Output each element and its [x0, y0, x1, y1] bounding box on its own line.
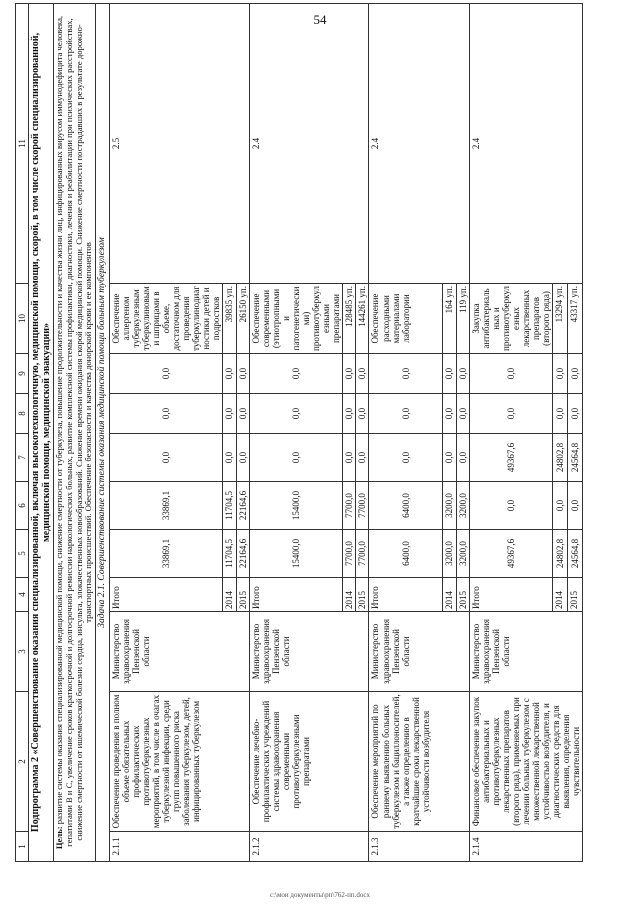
- year-c9: 0,0: [356, 354, 369, 394]
- year-c7: 24564,8: [568, 434, 583, 482]
- year-c7: 0,0: [456, 434, 469, 482]
- year-c5: 11704,5: [223, 530, 236, 578]
- reference-code: 2.4: [369, 4, 469, 284]
- year-c7: 0,0: [356, 434, 369, 482]
- year: 2015: [568, 578, 583, 612]
- col-num: 9: [16, 354, 29, 394]
- reference-code: 2.4: [249, 4, 369, 284]
- year-c6: 7700,0: [343, 482, 356, 530]
- goal-cell: [54, 4, 96, 862]
- year-c8: 0,0: [443, 394, 456, 434]
- total-c8: 0,0: [109, 394, 223, 434]
- total-label: Итого: [369, 578, 443, 612]
- table-row: [369, 4, 443, 862]
- indicator: Обеспечение аллергеном туберкулезным туберкулиновыми шприцами в объеме, достаточном для проведения туберкулинодиагностики детей и подростков: [109, 284, 223, 354]
- executor: Министерство здравоохранения Пензенской области: [109, 612, 249, 692]
- year-c6: 3200,0: [456, 482, 469, 530]
- total-c5: 49367,6: [469, 530, 553, 578]
- indicator-value: 39835 уп.: [223, 284, 236, 354]
- year-c8: 0,0: [456, 394, 469, 434]
- table-row: [249, 4, 343, 862]
- year-c9: 0,0: [443, 354, 456, 394]
- year-c5: 24802,8: [553, 530, 568, 578]
- measure-name: Финансовое обеспечение закупок антибактериальных и противотуберкулезных лекарственных препаратов (второго ряда), применяемых при лечении больных туберкулезом с множественной лекарственной устойчивостью возбудителя, и диагностических средств для выявления, определения чувствительности: [469, 692, 583, 832]
- goal-text: развитие системы оказания специализированной медицинской помощи, снижение смертности от туберкулеза, повышение продолжительности и качества жизни лиц, инфицированных вирусом иммунодефицита человека, гепатитами B и C, увеличение сроков краткосрочной и долгосрочной ремиссии наркологических больных, развитие комплексной системы профилактики, диагностики, лечения и реабилитации при психических расстройствах, снижение смертности от ишемической болезни сердца, инсульта, злокачественных новообразований. Снижение времени ожидания скорой медицинской помощи. Снижение смертности пострадавших в результате дорожно-транспортных происшествий. Обеспечение безопасности и качества донорской крови и ее компонентов: [54, 15, 94, 847]
- total-c6: 15400,0: [249, 482, 343, 530]
- measure-name: Обеспечение мероприятий по раннему выявлению больных туберкулезом и бациллоносителей, а также определению в кратчайшие сроки лекарственной устойчивости возбудителя: [369, 692, 469, 832]
- total-label: Итого: [469, 578, 553, 612]
- indicator: Закупка антибактериальных и противотуберкулезных лекарственных препаратов (второго ряда): [469, 284, 553, 354]
- indicator: Обеспечение расходными материалами лаборатории: [369, 284, 443, 354]
- total-c9: 0,0: [469, 354, 553, 394]
- rotated-table-container: [15, 15, 625, 862]
- total-c8: 0,0: [469, 394, 553, 434]
- year-c6: 11704,5: [223, 482, 236, 530]
- row-number: 2.1.1: [109, 832, 249, 862]
- total-c6: 0,0: [469, 482, 553, 530]
- table-row: [109, 4, 223, 862]
- total-c7: 0,0: [109, 434, 223, 482]
- total-c5: 15400,0: [249, 530, 343, 578]
- col-num: 6: [16, 482, 29, 530]
- total-c9: 0,0: [109, 354, 223, 394]
- year-c5: 3200,0: [456, 530, 469, 578]
- col-num: 11: [16, 4, 29, 284]
- year-c8: 0,0: [568, 394, 583, 434]
- year-c9: 0,0: [223, 354, 236, 394]
- year: 2014: [443, 578, 456, 612]
- total-c6: 6400,0: [369, 482, 443, 530]
- executor: Министерство здравоохранения Пензенской области: [249, 612, 369, 692]
- year-c6: 22164,6: [236, 482, 249, 530]
- year-c5: 3200,0: [443, 530, 456, 578]
- indicator-value: 119 уп.: [456, 284, 469, 354]
- executor: Министерство здравоохранения Пензенской области: [369, 612, 469, 692]
- year: 2015: [356, 578, 369, 612]
- year-c7: 24802,8: [553, 434, 568, 482]
- total-c7: 0,0: [369, 434, 443, 482]
- year-c6: 0,0: [553, 482, 568, 530]
- total-c6: 33869,1: [109, 482, 223, 530]
- measure-name: Обеспечение лечебно-профилактических учреждений системы здравоохранения современными противотуберкулезными препаратами: [249, 692, 369, 832]
- year-c7: 0,0: [236, 434, 249, 482]
- year: 2015: [236, 578, 249, 612]
- year: 2014: [553, 578, 568, 612]
- reference-code: 2.4: [469, 4, 583, 284]
- year-c8: 0,0: [343, 394, 356, 434]
- program-table: [15, 3, 583, 862]
- year-c9: 0,0: [236, 354, 249, 394]
- indicator-value: 164 уп.: [443, 284, 456, 354]
- year-c5: 24564,8: [568, 530, 583, 578]
- measure-name: Обеспечение проведения в полном объеме обязательных профилактических противотуберкулезных мероприятий, в том числе в очагах туберкулезной инфекции, среди групп повышенного риска заболевания туберкулезом, детей, инфицированных туберкулезом: [109, 692, 249, 832]
- total-c9: 0,0: [249, 354, 343, 394]
- year-c6: 7700,0: [356, 482, 369, 530]
- executor: Министерство здравоохранения Пензенской области: [469, 612, 583, 692]
- column-number-row: [16, 4, 29, 862]
- year: 2014: [223, 578, 236, 612]
- year-c7: 0,0: [443, 434, 456, 482]
- col-num: 3: [16, 612, 29, 692]
- year: 2014: [343, 578, 356, 612]
- total-label: Итого: [249, 578, 343, 612]
- year-c6: 3200,0: [443, 482, 456, 530]
- indicator: Обеспечение современными (этиотропными и патогенетическими) противотуберкулезными препаратами: [249, 284, 343, 354]
- year-c9: 0,0: [553, 354, 568, 394]
- year-c7: 0,0: [343, 434, 356, 482]
- col-num: 10: [16, 284, 29, 354]
- file-path-footer: c:\мои документы\рп\762-пп.docx: [269, 891, 371, 899]
- year-c8: 0,0: [236, 394, 249, 434]
- row-number: 2.1.4: [469, 832, 583, 862]
- col-num: 1: [16, 832, 29, 862]
- year-c5: 7700,0: [356, 530, 369, 578]
- indicator-value: 128485 уп.: [343, 284, 356, 354]
- total-c8: 0,0: [249, 394, 343, 434]
- total-c5: 6400,0: [369, 530, 443, 578]
- table-row: [469, 4, 553, 862]
- reference-code: 2.5: [109, 4, 249, 284]
- year-c5: 22164,6: [236, 530, 249, 578]
- indicator-value: 13294 уп.: [553, 284, 568, 354]
- col-num: 4: [16, 578, 29, 612]
- total-label: Итого: [109, 578, 223, 612]
- page-number: 54: [313, 12, 327, 27]
- year-c6: 0,0: [568, 482, 583, 530]
- year-c7: 0,0: [223, 434, 236, 482]
- subprogram-title: Подпрограмма 2 «Совершенствование оказания специализированной, включая высокотехнологичную, медицинской помощи, скорой, в том числе скорой специализированной, медицинской помощи, медицинской эвакуации»: [29, 4, 54, 862]
- total-c7: 0,0: [249, 434, 343, 482]
- year-c8: 0,0: [356, 394, 369, 434]
- year-c9: 0,0: [568, 354, 583, 394]
- indicator-value: 144261 уп.: [356, 284, 369, 354]
- col-num: 2: [16, 692, 29, 832]
- year-c9: 0,0: [343, 354, 356, 394]
- col-num: 5: [16, 530, 29, 578]
- row-number: 2.1.2: [249, 832, 369, 862]
- indicator-value: 26150 уп.: [236, 284, 249, 354]
- total-c7: 49367,6: [469, 434, 553, 482]
- total-c5: 33869,1: [109, 530, 223, 578]
- goal-label: Цель:: [54, 826, 65, 850]
- total-c9: 0,0: [369, 354, 443, 394]
- year-c9: 0,0: [456, 354, 469, 394]
- row-number: 2.1.3: [369, 832, 469, 862]
- col-num: 8: [16, 394, 29, 434]
- total-c8: 0,0: [369, 394, 443, 434]
- task-title: Задача 2.1. Совершенствование системы оказания медицинской помощи больным туберкулезом: [95, 4, 109, 862]
- year-c8: 0,0: [553, 394, 568, 434]
- year-c8: 0,0: [223, 394, 236, 434]
- indicator-value: 43317 уп.: [568, 284, 583, 354]
- year-c5: 7700,0: [343, 530, 356, 578]
- col-num: 7: [16, 434, 29, 482]
- year: 2015: [456, 578, 469, 612]
